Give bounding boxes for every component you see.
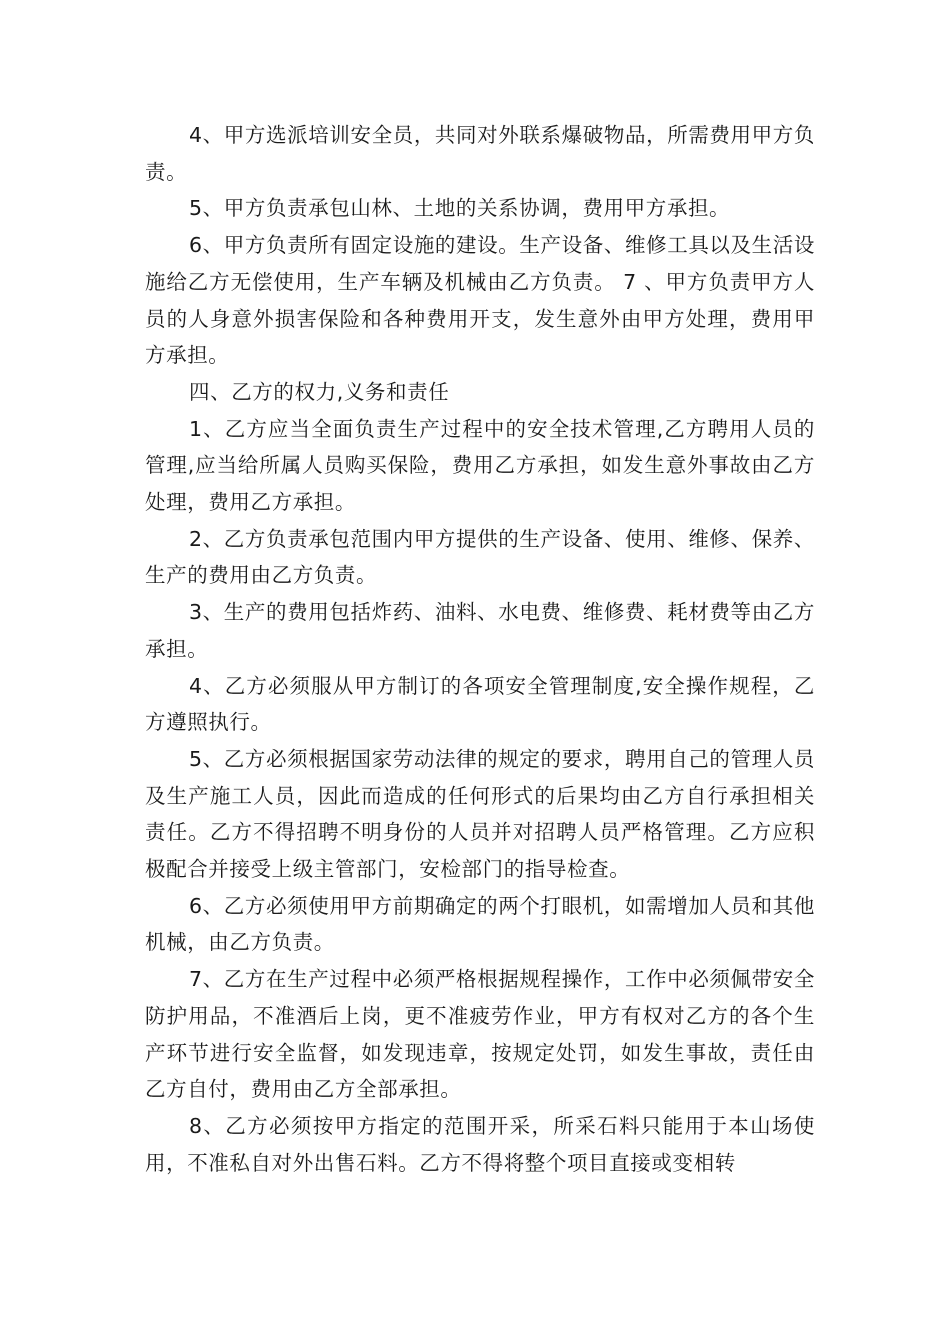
paragraph-party-b-5: 5、乙方必须根据国家劳动法律的规定的要求，聘用自己的管理人员及生产施工人员，因此而造成的任何形式的后果均由乙方自行承担相关责任。乙方不得招聘不明身份的人员并对招聘人员严格管理。乙方应积极配合并接受上级主管部门，安检部门的指导检查。 bbox=[145, 746, 815, 882]
paragraph-party-a-4: 4、甲方选派培训安全员，共同对外联系爆破物品，所需费用甲方负责。 bbox=[145, 123, 815, 184]
paragraph-party-b-8: 8、乙方必须按甲方指定的范围开采，所采石料只能用于本山场使用，不准私自对外出售石料。乙方不得将整个项目直接或变相转 bbox=[145, 1113, 815, 1175]
document-body bbox=[145, 117, 815, 1181]
paragraph-party-b-2: 2、乙方负责承包范围内甲方提供的生产设备、使用、维修、保养、生产的费用由乙方负责。 bbox=[145, 526, 815, 588]
paragraph-party-b-3: 3、生产的费用包括炸药、油料、水电费、维修费、耗材费等由乙方承担。 bbox=[145, 600, 815, 661]
paragraph-party-a-6-7: 6、甲方负责所有固定设施的建设。生产设备、维修工具以及生活设施给乙方无偿使用，生产车辆及机械由乙方负责。 7 、甲方负责甲方人员的人身意外损害保险和各种费用开支，发生意外由甲方处理，费用甲方承担。 bbox=[145, 233, 815, 368]
paragraph-party-a-5: 5、甲方负责承包山林、土地的关系协调，费用甲方承担。 bbox=[189, 196, 731, 221]
paragraph-party-b-4: 4、乙方必须服从甲方制订的各项安全管理制度,安全操作规程，乙方遵照执行。 bbox=[145, 673, 815, 735]
paragraph-party-b-7: 7、乙方在生产过程中必须严格根据规程操作，工作中必须佩带安全防护用品，不准酒后上岗，更不准疲劳作业，甲方有权对乙方的各个生产环节进行安全监督，如发现违章，按规定处罚，如发生事故，责任由乙方自付，费用由乙方全部承担。 bbox=[145, 967, 815, 1102]
paragraph-party-b-1: 1、乙方应当全面负责生产过程中的安全技术管理,乙方聘用人员的管理,应当给所属人员购买保险，费用乙方承担，如发生意外事故由乙方处理，费用乙方承担。 bbox=[145, 416, 815, 515]
paragraph-party-b-6: 6、乙方必须使用甲方前期确定的两个打眼机，如需增加人员和其他机械，由乙方负责。 bbox=[145, 893, 815, 955]
section-heading-party-b: 四、乙方的权力,义务和责任 bbox=[189, 379, 450, 404]
